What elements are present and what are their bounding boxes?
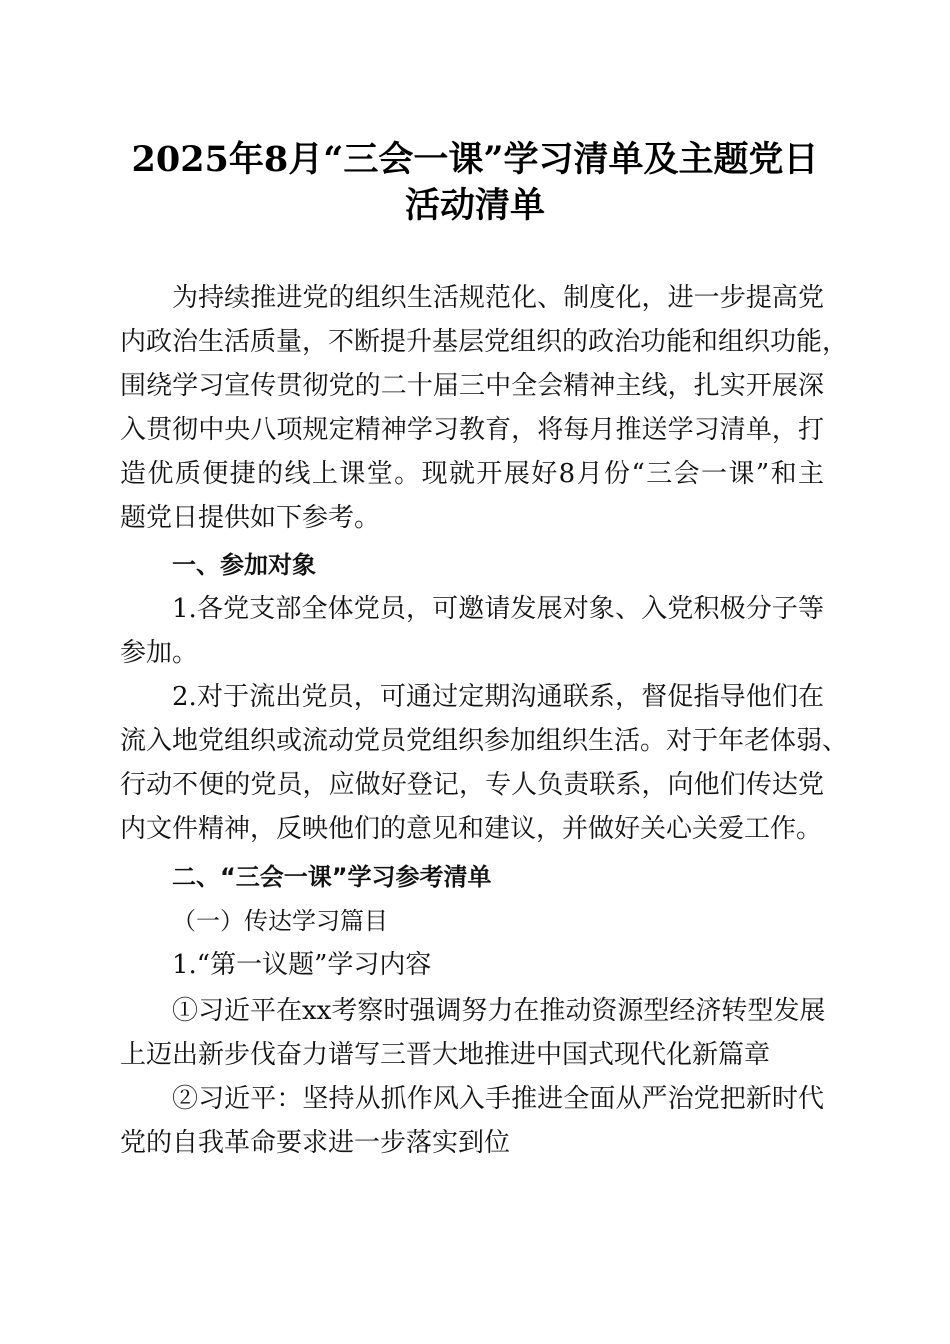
- section-2-heading: 二、“三会一课”学习参考清单: [172, 863, 492, 891]
- section-1-item-1-line-1: 1.各党支部全体党员，可邀请发展对象、入党积极分子等: [172, 594, 824, 624]
- intro-line-5: 造优质便捷的线上课堂。现就开展好8月份“三会一课”和主: [120, 459, 824, 489]
- intro-line-6: 题党日提供如下参考。: [120, 503, 381, 533]
- intro-line-4: 入贯彻中央八项规定精神学习教育，将每月推送学习清单，打: [120, 415, 824, 445]
- section-1-item-2-line-3: 行动不便的党员，应做好登记，专人负责联系，向他们传达党: [120, 770, 824, 800]
- document-title-line-2: 活动清单: [404, 185, 545, 226]
- section-2-entry-2-line-1: ②习近平：坚持从抓作风入手推进全面从严治党把新时代: [172, 1084, 824, 1114]
- section-1-item-2-line-4: 内文件精神，反映他们的意见和建议，并做好关心关爱工作。: [120, 814, 823, 844]
- section-1-item-2-line-2: 流入地党组织或流动党员党组织参加组织生活。对于年老体弱、: [120, 726, 849, 756]
- section-2-item-title: 1.“第一议题”学习内容: [172, 950, 432, 980]
- intro-line-3: 围绕学习宣传贯彻党的二十届三中全会精神主线，扎实开展深: [120, 371, 824, 401]
- section-2-entry-1-line-2: 上迈出新步伐奋力谱写三晋大地推进中国式现代化新篇章: [120, 1040, 771, 1070]
- document-title-line-1: 2025年8月“三会一课”学习清单及主题党日: [131, 139, 819, 180]
- section-1-item-2-line-1: 2.对于流出党员，可通过定期沟通联系，督促指导他们在: [172, 682, 824, 712]
- section-2-entry-2-line-2: 党的自我革命要求进一步落实到位: [120, 1128, 511, 1158]
- intro-line-2: 内政治生活质量，不断提升基层党组织的政治功能和组织功能，: [120, 327, 849, 357]
- section-1-heading: 一、参加对象: [172, 551, 316, 579]
- section-1-item-1-line-2: 参加。: [120, 638, 199, 668]
- section-2-subheading: （一）传达学习篇目: [172, 907, 388, 935]
- intro-line-1: 为持续推进党的组织生活规范化、制度化，进一步提高党: [172, 283, 824, 313]
- section-2-entry-1-line-1: ①习近平在xx考察时强调努力在推动资源型经济转型发展: [172, 996, 826, 1026]
